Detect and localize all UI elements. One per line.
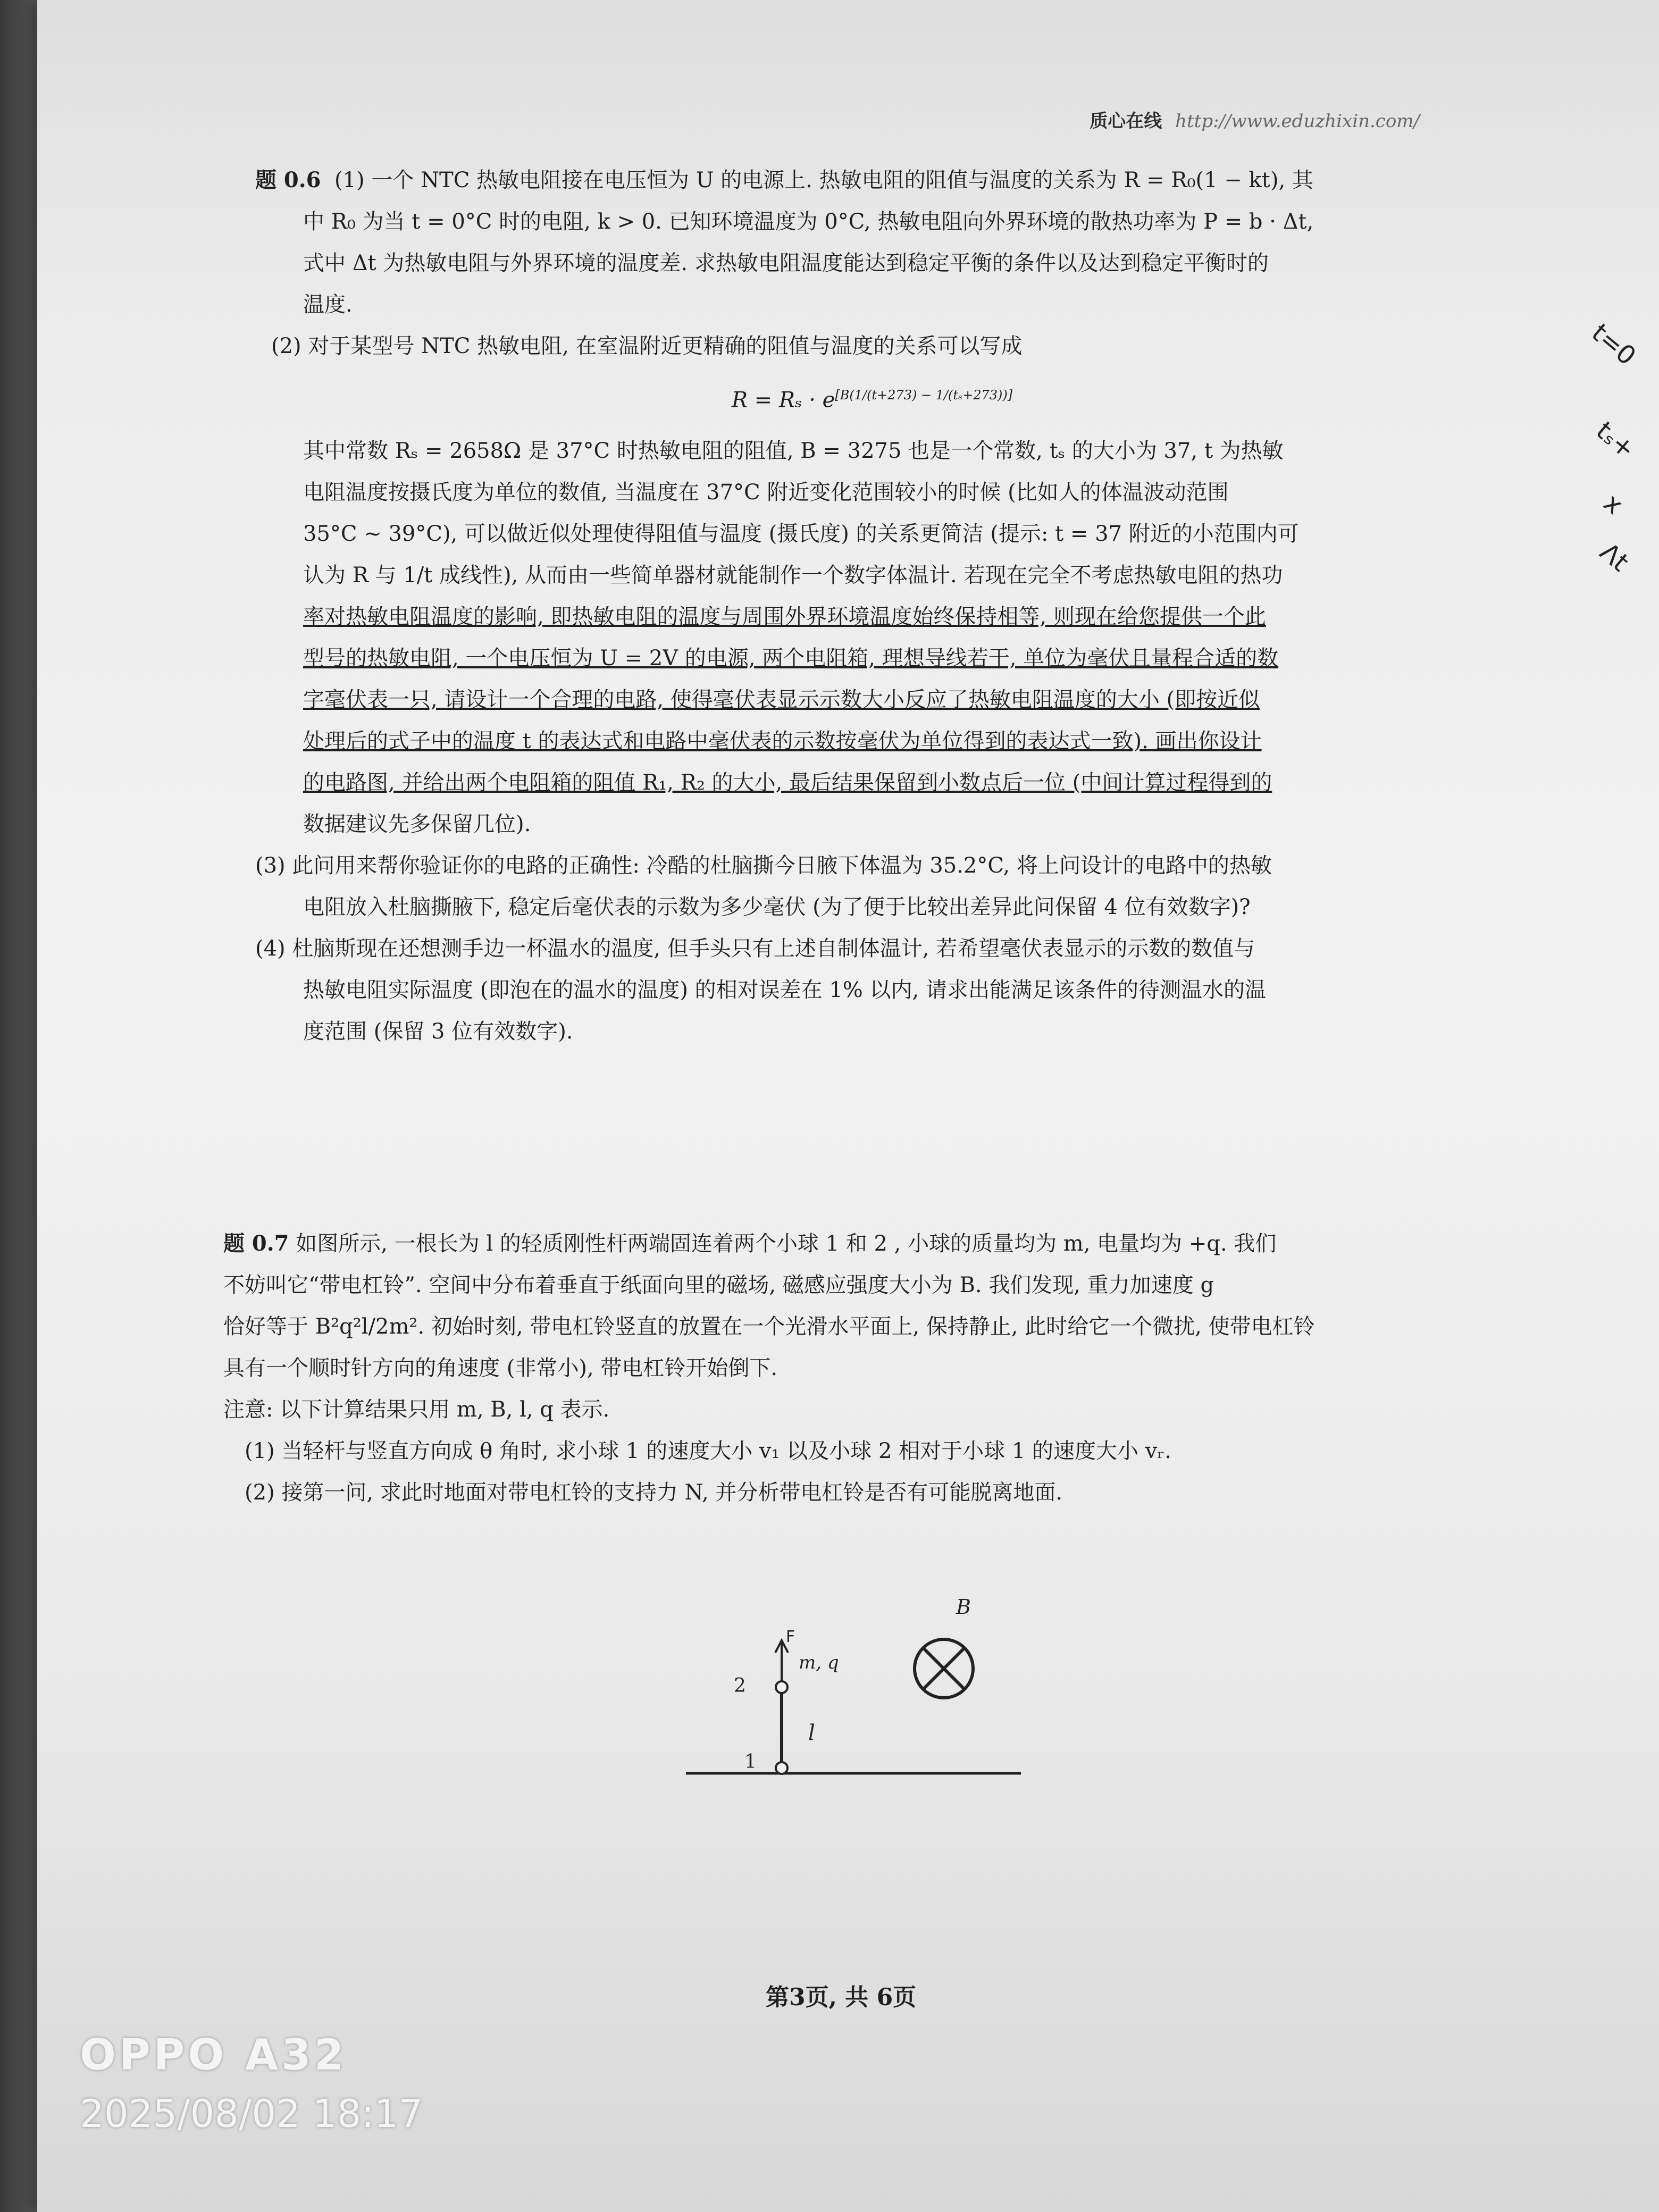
problem-line: 电阻放入杜脑撕腋下, 稳定后毫伏表的示数为多少毫伏 (为了便于比较出差异此问保留 4 位有效数字)? [303,895,1251,920]
problem-line: 字毫伏表一只, 请设计一个合理的电路, 使得毫伏表显示示数大小反应了热敏电阻温度的大小 (即按近似 [303,688,1260,713]
problem-line: 处理后的式子中的温度 t 的表达式和电路中毫伏表的示数按毫伏为单位得到的表达式一致). 画出你设计 [303,729,1262,754]
problem-line: 认为 R 与 1/t 成线性), 从而由一些简单器材就能制作一个数字体温计. 若现在完全不考虑热敏电阻的热功 [303,563,1283,588]
problem-line: (4) 杜脑斯现在还想测手边一杯温水的温度, 但手头只有上述自制体温计, 若希望毫伏表显示的示数的数值与 [255,936,1255,961]
problem-line: 热敏电阻实际温度 (即泡在的温水的温度) 的相对误差在 1% 以内, 请求出能满足该条件的待测温水的温 [303,978,1266,1003]
problem-line: 不妨叫它“带电杠铃”. 空间中分布着垂直于纸面向里的磁场, 磁感应强度大小为 B. 我们发现, 重力加速度 g [223,1273,1214,1297]
problem-line: 恰好等于 B²q²l/2m². 初始时刻, 带电杠铃竖直的放置在一个光滑水平面上, 保持静止, 此时给它一个微扰, 使带电杠铃 [223,1314,1315,1339]
page-number: 第3页, 共 6页 [766,1984,917,2011]
problem-line: 式中 Δt 为热敏电阻与外界环境的温度差. 求热敏电阻温度能达到稳定平衡的条件以及达到稳定平衡时的 [303,251,1269,275]
margin-note: Λt [1594,537,1635,578]
problem-line: 注意: 以下计算结果只用 m, B, l, q 表示. [223,1397,610,1422]
problem-line: 如图所示, 一根长为 l 的轻质刚性杆两端固连着两个小球 1 和 2 , 小球的质量均为 m, 电量均为 +q. 我们 [296,1231,1277,1256]
problem-line: 具有一个顺时针方向的角速度 (非常小), 带电杠铃开始倒下. [223,1356,778,1380]
ball-1-label: 1 [744,1751,757,1773]
site-name: 质心在线 [1090,111,1162,132]
site-url: http://www.eduzhixin.com/ [1175,111,1420,132]
margin-note: tₛ+ [1590,415,1641,465]
formula [255,374,1489,421]
ball-2-label: 2 [734,1675,746,1697]
problem-line: 的电路图, 并给出两个电阻箱的阻值 R₁, R₂ 的大小, 最后结果保留到小数点后一位 (中间计算过程得到的 [303,770,1272,795]
problem-line: 数据建议先多保留几位). [303,812,531,837]
margin-note: t=0 [1586,317,1642,372]
barbell-diagram [681,1590,1042,1888]
problem-line: 型号的热敏电阻, 一个电压恒为 U = 2V 的电源, 两个电阻箱, 理想导线若干, 单位为毫伏且量程合适的数 [303,646,1279,671]
problem-line: (2) 对于某型号 NTC 热敏电阻, 在室温附近更精确的阻值与温度的关系可以写成 [271,334,1023,358]
problem-07 [223,1223,1510,1513]
ball-2 [776,1681,787,1693]
margin-note: x [1598,488,1629,521]
problem-line: 35°C ~ 39°C), 可以做近似处理使得阻值与温度 (摄氏度) 的关系更简洁 (提示: t = 37 附近的小范围内可 [303,522,1299,547]
formula-exponent: [B(1/(t+273) − 1/(tₛ+273))] [835,388,1013,403]
problem-label: 题 0.7 [223,1231,289,1256]
ball-1 [776,1762,787,1774]
charge-label: m, q [799,1652,839,1673]
rod-length-label: l [808,1721,815,1745]
problem-line: 电阻温度按摄氏度为单位的数值, 当温度在 37°C 附近变化范围较小的时候 (比如人的体温波动范围 [303,480,1229,505]
problem-line: 率对热敏电阻温度的影响, 即热敏电阻的温度与周围外界环境温度始终保持相等, 则现在给您提供一个此 [303,605,1266,630]
handwritten-margin-notes [1585,317,1659,755]
formula-main: R = Rₛ · e [731,388,835,413]
problem-line: 其中常数 Rₛ = 2658Ω 是 37°C 时热敏电阻的阻值, B = 3275 也是一个常数, tₛ 的大小为 37, t 为热敏 [303,439,1284,464]
problem-line: (3) 此问用来帮你验证你的电路的正确性: 冷酷的杜脑撕今日腋下体温为 35.2°C, 将上问设计的电路中的热敏 [255,853,1272,878]
photo-timestamp: 2025/08/02 18:17 [80,2091,423,2136]
problem-line: 度范围 (保留 3 位有效数字). [303,1019,573,1044]
problem-line: (1) 一个 NTC 热敏电阻接在电压恒为 U 的电源上. 热敏电阻的阻值与温度的关系为 R = R₀(1 − kt), 其 [334,168,1313,192]
field-label: B [956,1595,971,1619]
problem-line: (1) 当轻杆与竖直方向成 θ 角时, 求小球 1 的速度大小 v₁ 以及小球 2 相对于小球 1 的速度大小 vᵣ. [245,1439,1171,1463]
problem-line: 中 R₀ 为当 t = 0°C 时的电阻, k > 0. 已知环境温度为 0°C, 热敏电阻向外界环境的散热功率为 P = b · Δt, [303,210,1314,234]
page-header [1090,106,1420,132]
problem-line: 温度. [303,292,353,317]
problem-line: (2) 接第一问, 求此时地面对带电杠铃的支持力 N, 并分析带电杠铃是否有可能脱离地面. [245,1480,1063,1505]
problem-06 [255,160,1489,1052]
problem-label: 题 0.6 [255,167,321,192]
camera-watermark [80,2026,423,2143]
force-label: F [786,1628,795,1646]
camera-brand: OPPO A32 [80,2030,347,2080]
